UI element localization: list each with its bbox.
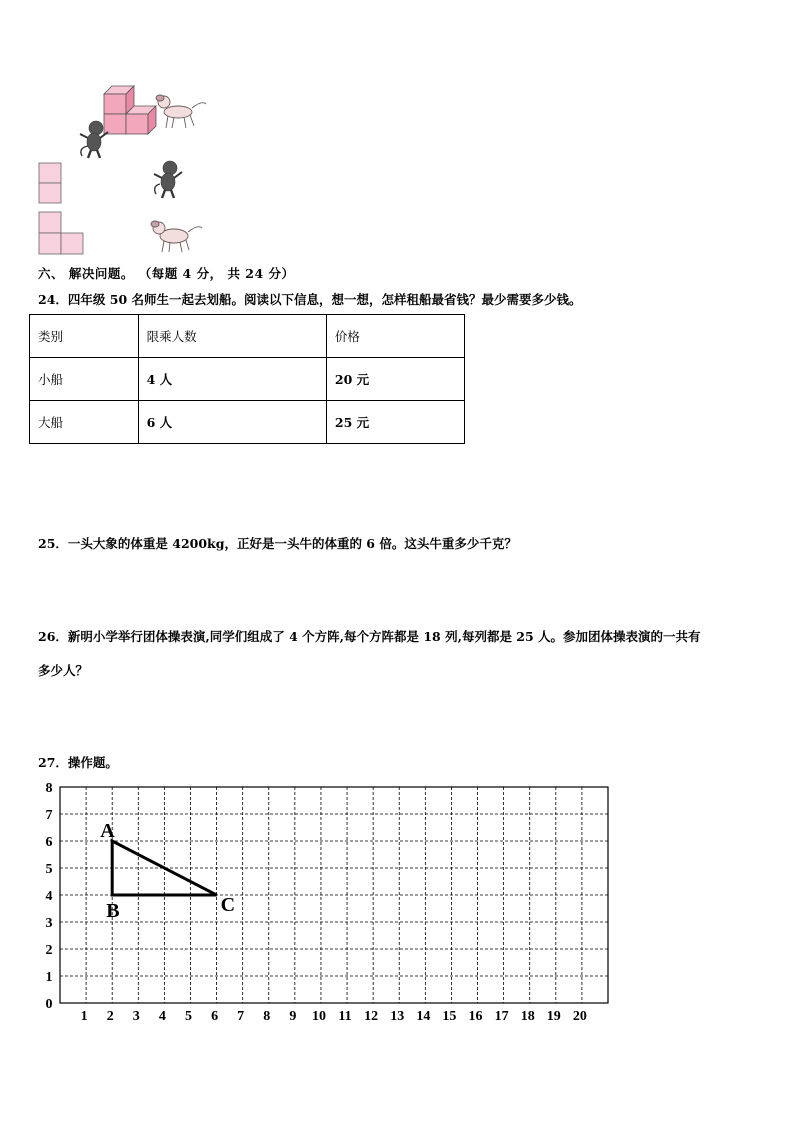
x-tick-label: 3	[132, 1009, 140, 1024]
y-tick-label: 4	[45, 889, 53, 904]
x-tick-label: 2	[106, 1009, 114, 1024]
x-tick-label: 6	[211, 1009, 219, 1024]
monkey-icon	[154, 161, 182, 198]
x-tick-label: 17	[494, 1009, 509, 1024]
table-header-cell: 类别	[30, 315, 139, 358]
x-tick-label: 4	[158, 1009, 166, 1024]
table-cell: 6 人	[138, 401, 326, 444]
x-tick-label: 11	[338, 1009, 352, 1024]
dog-icon	[156, 95, 206, 128]
x-tick-label: 18	[520, 1009, 535, 1024]
x-tick-label: 20	[572, 1009, 587, 1024]
question-26-line-1: 26．新明小学举行团体操表演,同学们组成了 4 个方阵,每个方阵都是 18 列,每列都是 25 人。参加团体操表演的一共有	[38, 629, 701, 644]
x-tick-label: 14	[416, 1009, 431, 1024]
x-tick-label: 7	[237, 1009, 245, 1024]
question-26-line-2: 多少人？	[38, 663, 89, 678]
dog-icon	[151, 221, 202, 252]
x-tick-label: 13	[390, 1009, 405, 1024]
vertex-label-c: C	[220, 894, 236, 916]
y-tick-label: 0	[45, 997, 53, 1012]
section-heading: 六、 解决问题。 （每题 4 分， 共 24 分）	[38, 266, 295, 281]
vertex-label-b: B	[106, 900, 120, 922]
y-tick-label: 3	[45, 916, 53, 931]
x-tick-label: 12	[364, 1009, 379, 1024]
x-tick-label: 19	[546, 1009, 561, 1024]
x-tick-label: 9	[289, 1009, 297, 1024]
y-tick-label: 1	[45, 970, 53, 985]
table-cell: 20 元	[326, 358, 464, 401]
cube-stack	[104, 86, 156, 134]
y-tick-label: 7	[45, 808, 53, 823]
table-header-cell: 价格	[326, 315, 464, 358]
three-view-figure	[30, 80, 230, 260]
x-tick-label: 10	[311, 1009, 326, 1024]
table-header-row	[30, 315, 465, 358]
table-cell: 小船	[30, 358, 139, 401]
table-row	[30, 358, 465, 401]
y-tick-label: 6	[45, 835, 53, 850]
table-header-cell: 限乘人数	[138, 315, 326, 358]
coordinate-grid	[30, 780, 630, 1025]
x-tick-label: 8	[263, 1009, 271, 1024]
x-tick-label: 15	[442, 1009, 457, 1024]
question-24: 24．四年级 50 名师生一起去划船。阅读以下信息，想一想，怎样租船最省钱？最少需要多少钱。	[38, 292, 582, 307]
boat-price-table	[29, 314, 465, 444]
view-silhouette-1	[39, 163, 61, 203]
question-25: 25．一头大象的体重是 4200kg，正好是一头牛的体重的 6 倍。这头牛重多少千克？	[38, 536, 517, 551]
x-tick-label: 16	[468, 1009, 483, 1024]
table-cell: 大船	[30, 401, 139, 444]
table-row	[30, 401, 465, 444]
table-cell: 25 元	[326, 401, 464, 444]
y-tick-label: 8	[45, 781, 53, 796]
table-cell: 4 人	[138, 358, 326, 401]
x-tick-label: 5	[184, 1009, 192, 1024]
y-tick-label: 2	[45, 943, 53, 958]
x-tick-label: 1	[80, 1009, 88, 1024]
view-silhouette-2	[39, 212, 83, 254]
vertex-label-a: A	[100, 820, 115, 842]
y-tick-label: 5	[45, 862, 53, 877]
question-27: 27．操作题。	[38, 755, 118, 770]
